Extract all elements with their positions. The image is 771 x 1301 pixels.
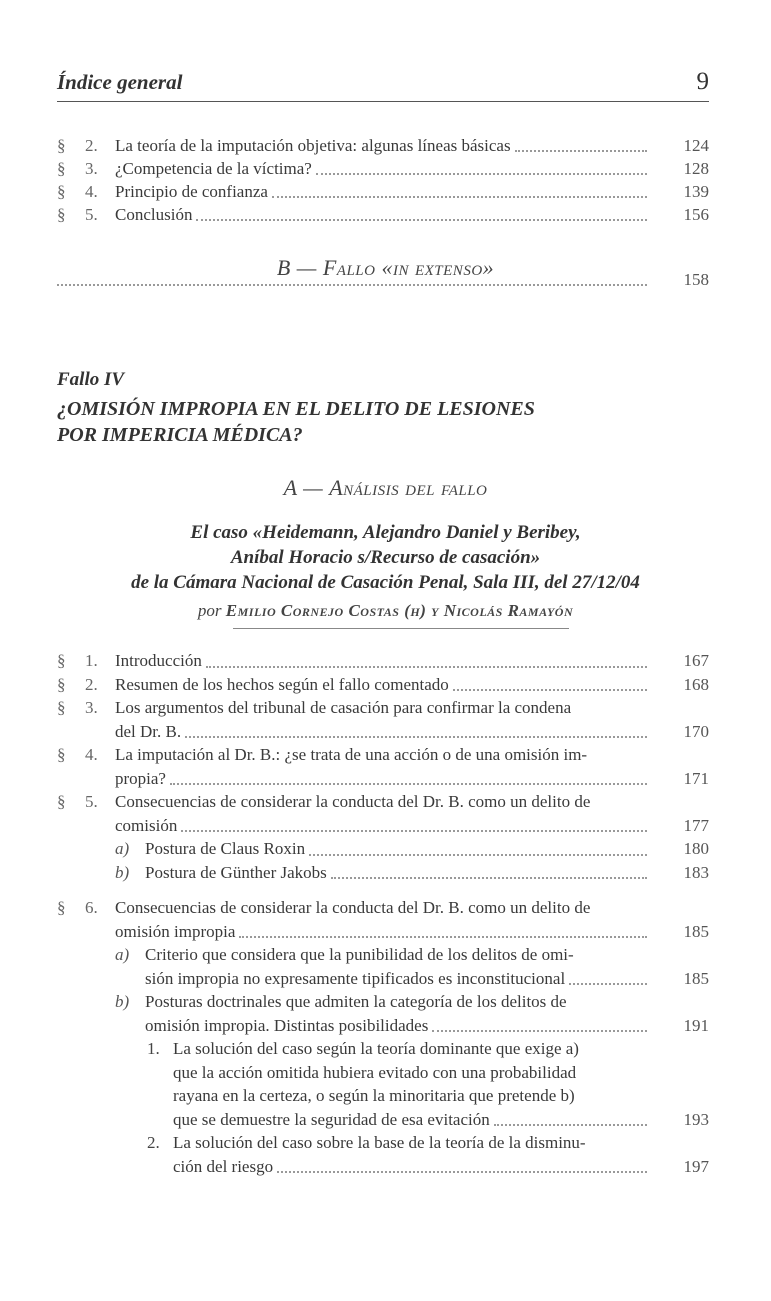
toc-top bbox=[57, 134, 709, 226]
dot-leader bbox=[569, 983, 647, 985]
section-letter: B bbox=[276, 255, 291, 280]
header-rule bbox=[57, 101, 709, 102]
section-sign: § bbox=[57, 182, 66, 201]
toc-entry bbox=[57, 180, 709, 203]
entry-page: 185 bbox=[683, 968, 709, 988]
toc-entry bbox=[57, 203, 709, 226]
fallo-title-line: ¿OMISIÓN IMPROPIA EN EL DELITO DE LESIONES bbox=[57, 398, 535, 420]
toc-entry bbox=[57, 157, 709, 180]
entry-number: 2. bbox=[85, 136, 98, 155]
entry-page: 170 bbox=[683, 721, 709, 741]
toc-subsubentry bbox=[115, 1131, 709, 1178]
fallo-title-line: POR IMPERICIA MÉDICA? bbox=[57, 424, 303, 446]
entry-number: 4. bbox=[85, 182, 98, 201]
entry-number: 5. bbox=[85, 205, 98, 224]
authors-rule bbox=[233, 628, 569, 629]
section-b-page: 158 bbox=[683, 270, 709, 289]
section-sign: § bbox=[57, 698, 66, 717]
entry-page: 183 bbox=[683, 862, 709, 882]
dot-leader bbox=[206, 666, 647, 668]
dot-leader bbox=[432, 1030, 647, 1032]
toc-entry bbox=[57, 790, 709, 884]
running-header-title: Índice general bbox=[57, 70, 183, 94]
entry-text: comisión bbox=[115, 815, 178, 835]
entry-page: 139 bbox=[683, 182, 709, 201]
entry-text: La solución del caso según la teoría dominante que exige a) bbox=[173, 1039, 579, 1058]
entry-page: 180 bbox=[683, 839, 709, 858]
toc-entry bbox=[57, 673, 709, 697]
authors-names: Emilio Cornejo Costas (h) y Nicolás Ramayón bbox=[225, 601, 574, 620]
entry-text: ción del riesgo bbox=[173, 1156, 274, 1176]
entry-page: 197 bbox=[683, 1156, 709, 1176]
subentry-label: a) bbox=[115, 839, 130, 858]
entry-page: 171 bbox=[683, 768, 709, 788]
toc-subentry bbox=[115, 943, 709, 990]
entry-text: Introducción bbox=[115, 651, 202, 670]
subentry-label: b) bbox=[115, 862, 130, 882]
entry-text: Postura de Claus Roxin bbox=[145, 839, 306, 858]
dot-leader bbox=[170, 783, 647, 785]
section-title: Análisis del fallo bbox=[329, 475, 488, 500]
dot-leader bbox=[309, 854, 647, 856]
case-line: El caso «Heidemann, Alejandro Daniel y Beribey, bbox=[190, 522, 581, 543]
toc-entry bbox=[57, 134, 709, 157]
section-dash: — bbox=[296, 255, 317, 280]
entry-page: 156 bbox=[683, 205, 709, 224]
section-sign: § bbox=[57, 159, 66, 178]
section-dash: — bbox=[303, 475, 324, 500]
entry-text: La solución del caso sobre la base de la teoría de la disminu- bbox=[173, 1133, 586, 1152]
entry-text: Los argumentos del tribunal de casación para confirmar la condena bbox=[115, 698, 572, 717]
entry-text: Consecuencias de considerar la conducta del Dr. B. como un delito de bbox=[115, 792, 591, 811]
dot-leader bbox=[196, 219, 647, 221]
section-sign: § bbox=[57, 136, 66, 155]
entry-text: La teoría de la imputación objetiva: algunas líneas básicas bbox=[115, 136, 511, 155]
subsubentry-number: 2. bbox=[147, 1133, 160, 1152]
fallo-title bbox=[57, 396, 535, 448]
entry-page: 191 bbox=[683, 1015, 709, 1035]
entry-number: 5. bbox=[85, 792, 98, 811]
entry-text: rayana en la certeza, o según la minoritaria que pretende b) bbox=[173, 1086, 575, 1105]
entry-text: propia? bbox=[115, 768, 166, 788]
entry-page: 124 bbox=[683, 136, 709, 155]
toc-entry bbox=[57, 896, 709, 1178]
entry-text: Principio de confianza bbox=[115, 182, 268, 201]
section-title: Fallo «in extenso» bbox=[322, 255, 495, 280]
case-line: de la Cámara Nacional de Casación Penal, Sala III, del 27/12/04 bbox=[131, 572, 640, 593]
dot-leader bbox=[277, 1171, 647, 1173]
dot-leader bbox=[185, 736, 647, 738]
case-citation bbox=[0, 520, 771, 595]
authors-por: por bbox=[197, 601, 222, 620]
entry-page: 167 bbox=[683, 651, 709, 670]
dot-leader bbox=[239, 936, 647, 938]
entry-text: omisión impropia. Distintas posibilidades bbox=[145, 1015, 429, 1035]
section-sign: § bbox=[57, 745, 66, 764]
section-sign: § bbox=[57, 792, 66, 811]
toc-subentry bbox=[115, 861, 709, 885]
toc-entry bbox=[57, 649, 709, 673]
entry-number: 4. bbox=[85, 745, 98, 764]
section-b-heading bbox=[0, 255, 771, 281]
dot-leader bbox=[453, 689, 647, 691]
section-sign: § bbox=[57, 205, 66, 224]
entry-number: 3. bbox=[85, 159, 98, 178]
entry-text: del Dr. B. bbox=[115, 721, 182, 741]
entry-number: 6. bbox=[85, 898, 98, 917]
case-line: Aníbal Horacio s/Recurso de casación» bbox=[230, 547, 541, 568]
toc-subentry bbox=[115, 837, 709, 861]
entry-page: 193 bbox=[683, 1109, 709, 1129]
toc-entry bbox=[57, 743, 709, 790]
subentry-label: b) bbox=[115, 992, 130, 1011]
section-sign: § bbox=[57, 674, 66, 694]
dot-leader bbox=[181, 830, 647, 832]
section-a-heading bbox=[0, 475, 771, 501]
entry-text: Consecuencias de considerar la conducta del Dr. B. como un delito de bbox=[115, 898, 591, 917]
subentry-label: a) bbox=[115, 945, 130, 964]
entry-number: 2. bbox=[85, 674, 98, 694]
toc-subentry bbox=[115, 990, 709, 1037]
section-sign: § bbox=[57, 651, 66, 670]
entry-page: 128 bbox=[683, 159, 709, 178]
dot-leader bbox=[272, 196, 647, 198]
authors-line bbox=[0, 601, 771, 621]
dot-leader bbox=[57, 284, 647, 286]
entry-text: que se demuestre la seguridad de esa evitación bbox=[173, 1109, 490, 1129]
entry-text: que la acción omitida hubiera evitado con una probabilidad bbox=[173, 1062, 577, 1082]
entry-text: Postura de Günther Jakobs bbox=[145, 862, 327, 882]
entry-text: Resumen de los hechos según el fallo comentado bbox=[115, 674, 449, 694]
subsubentry-number: 1. bbox=[147, 1039, 160, 1058]
entry-page: 177 bbox=[683, 815, 709, 835]
entry-text: Posturas doctrinales que admiten la categoría de los delitos de bbox=[145, 992, 567, 1011]
entry-page: 185 bbox=[683, 921, 709, 941]
fallo-label: Fallo IV bbox=[57, 369, 125, 390]
dot-leader bbox=[331, 877, 647, 879]
section-sign: § bbox=[57, 898, 66, 917]
entry-text: sión impropia no expresamente tipificados es inconstitucional bbox=[145, 968, 566, 988]
section-letter: A bbox=[283, 475, 298, 500]
page-number: 9 bbox=[696, 68, 709, 95]
section-b-leader-row bbox=[57, 270, 709, 291]
toc-entry bbox=[57, 696, 709, 743]
dot-leader bbox=[494, 1124, 647, 1126]
entry-number: 3. bbox=[85, 698, 98, 717]
dot-leader bbox=[316, 173, 647, 175]
entry-text: omisión impropia bbox=[115, 921, 236, 941]
dot-leader bbox=[515, 150, 647, 152]
entry-number: 1. bbox=[85, 651, 98, 670]
entry-text: Criterio que considera que la punibilidad de los delitos de omi- bbox=[145, 945, 574, 964]
entry-text: La imputación al Dr. B.: ¿se trata de una acción o de una omisión im- bbox=[115, 745, 588, 764]
toc-subsubentry bbox=[115, 1037, 709, 1131]
entry-text: Conclusión bbox=[115, 205, 193, 224]
entry-text: ¿Competencia de la víctima? bbox=[115, 159, 312, 178]
entry-page: 168 bbox=[683, 674, 709, 694]
toc-bottom bbox=[57, 649, 709, 1178]
